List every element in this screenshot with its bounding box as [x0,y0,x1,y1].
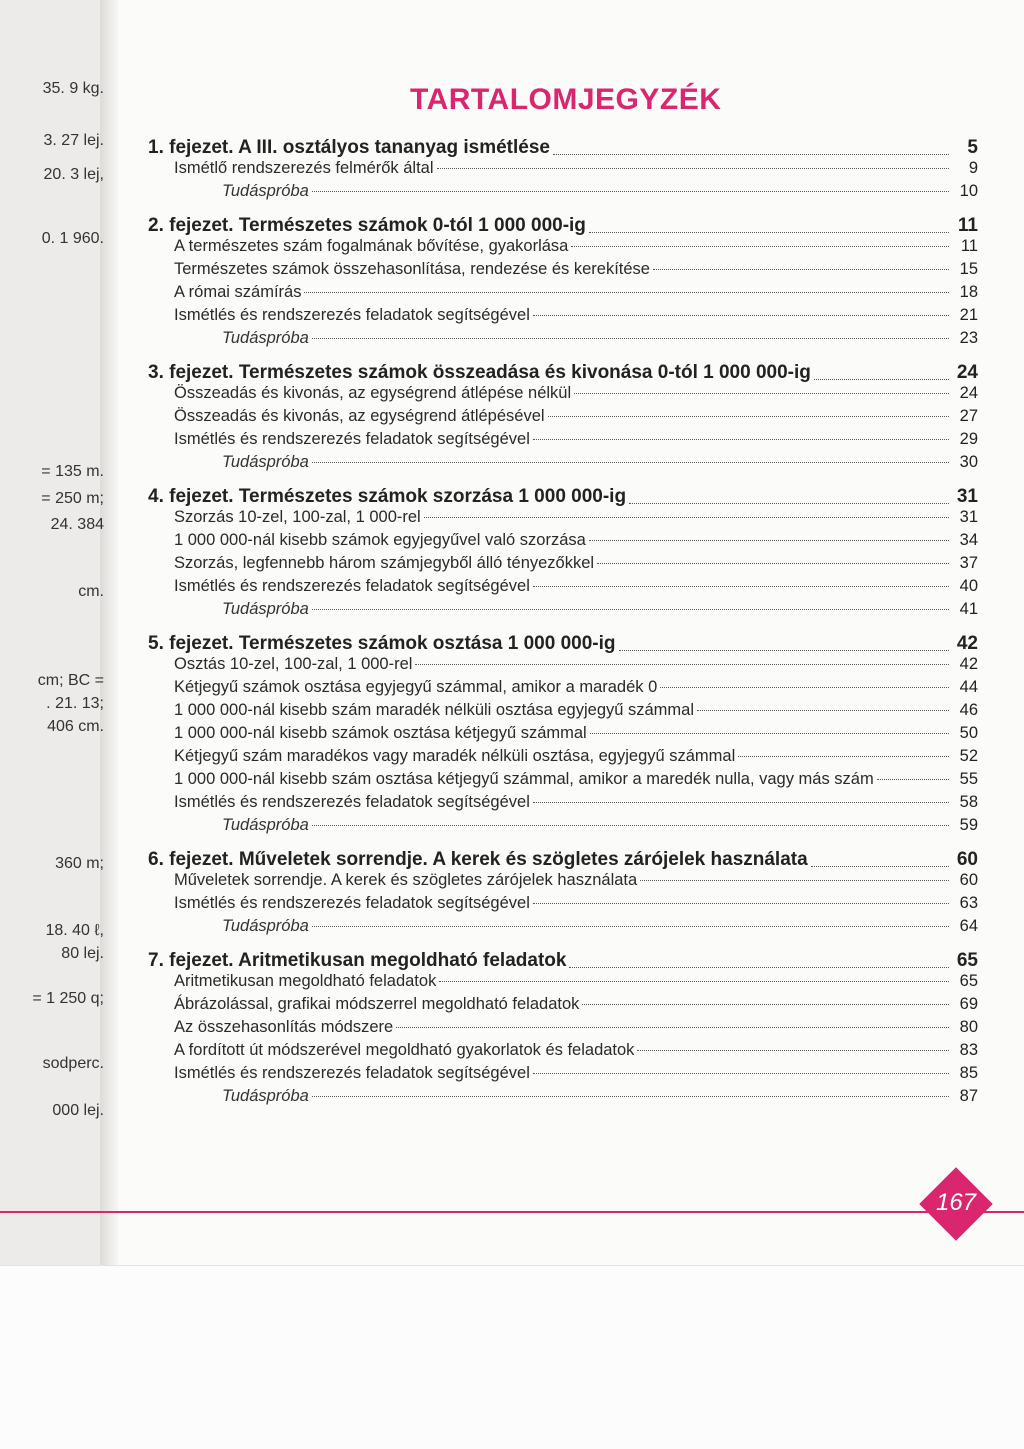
toc-entry [148,407,978,430]
dot-leader [660,687,949,688]
toc-entry [148,306,978,329]
dot-leader [396,1027,949,1028]
toc-entry-title: 1 000 000-nál kisebb számok osztása kétjegyű számmal [174,724,587,742]
toc-entry-title: Ismétlés és rendszerezés feladatok segítségével [174,430,530,448]
dot-leader [533,903,949,904]
margin-note: 35. 9 kg. [42,80,104,97]
margin-note: 0. 1 960. [41,230,104,247]
dot-leader [312,926,949,927]
toc-entry [148,770,978,793]
margin-note: . 21. 13; [46,695,104,712]
dot-leader [533,315,949,316]
margin-note: 000 lej. [52,1102,104,1119]
toc-entry-page: 11 [960,237,978,255]
toc-test-entry-page: 41 [959,600,978,618]
toc-test-entry-title: Tudáspróba [222,453,309,471]
chapter-heading [148,477,978,508]
toc-entry-title: Szorzás, legfennebb három számjegyből álló tényezőkkel [174,554,595,572]
scan-bottom-area [0,1265,1024,1449]
toc-entry-title: Az összehasonlítás módszere [174,1018,394,1036]
toc-entry-title: Ismétlés és rendszerezés feladatok segítségével [174,894,530,912]
margin-note: 3. 27 lej. [43,132,104,149]
toc-entry [148,701,978,724]
toc-entry [148,283,978,306]
toc-entry-page: 18 [959,283,978,301]
toc-entry-page: 15 [959,260,978,278]
chapter-heading-page: 60 [956,849,978,870]
toc-entry-page: 85 [959,1064,978,1082]
toc-entry-title: Szorzás 10-zel, 100-zal, 1 000-rel [174,508,421,526]
page-number: 167 [935,1189,977,1216]
toc-entry-title: Ismétlés és rendszerezés feladatok segítségével [174,577,530,595]
toc-test-entry-page: 87 [959,1087,978,1105]
dot-leader [312,1096,949,1097]
toc-entry-title: A természetes szám fogalmának bővítése, gyakorlása [174,237,569,255]
margin-note: 18. 40 ℓ, [45,922,104,939]
toc-entry [148,1064,978,1087]
toc-entry [148,430,978,453]
page-title: TARTALOMJEGYZÉK [410,83,722,116]
toc-entry-title: Kétjegyű szám maradékos vagy maradék nélküli osztása, egyjegyű számmal [174,747,736,765]
toc-test-entry-title: Tudáspróba [222,182,309,200]
toc-entry-page: 65 [959,972,978,990]
toc-entry-page: 27 [959,407,978,425]
toc-entry-page: 83 [959,1041,978,1059]
toc-entry [148,894,978,917]
dot-leader [424,517,949,518]
toc-entry [148,655,978,678]
chapter-heading [148,840,978,871]
chapter-heading-page: 42 [956,633,978,654]
toc-entry-page: 34 [959,531,978,549]
toc-test-entry-page: 23 [959,329,978,347]
margin-note: cm; BC = [37,672,104,689]
toc-entry-page: 52 [959,747,978,765]
toc-test-entry [148,917,978,941]
dot-leader [533,802,949,803]
dot-leader [437,168,949,169]
chapter-heading-page: 11 [957,215,978,236]
dot-leader [569,967,949,968]
toc-test-entry-title: Tudáspróba [222,329,309,347]
toc-entry-title: A fordított út módszerével megoldható gyakorlatok és feladatok [174,1041,635,1059]
dot-leader [697,710,949,711]
margin-note: = 250 m; [41,490,104,507]
margin-note: 20. 3 lej, [43,166,104,183]
chapter-heading [148,353,978,384]
dot-leader [312,191,949,192]
table-of-contents [148,133,978,1111]
dot-leader [619,650,949,651]
toc-test-entry-title: Tudáspróba [222,816,309,834]
toc-entry-title: Ismétlés és rendszerezés feladatok segítségével [174,793,530,811]
dot-leader [533,586,949,587]
toc-entry [148,508,978,531]
toc-test-entry-title: Tudáspróba [222,1087,309,1105]
toc-entry-title: Ábrázolással, grafikai módszerrel megoldható feladatok [174,995,580,1013]
toc-entry-page: 24 [959,384,978,402]
toc-entry-page: 42 [959,655,978,673]
toc-entry-page: 46 [959,701,978,719]
toc-entry-page: 40 [959,577,978,595]
margin-note: 406 cm. [47,718,104,735]
chapter-heading-page: 5 [967,137,978,158]
toc-entry-page: 58 [959,793,978,811]
dot-leader [582,1004,949,1005]
toc-entry-page: 31 [959,508,978,526]
toc-test-entry [148,329,978,353]
toc-test-entry-page: 59 [959,816,978,834]
toc-entry-page: 55 [959,770,978,788]
chapter-heading-title: 5. fejezet. Természetes számok osztása 1 000 000-ig [148,633,616,654]
toc-entry-title: Ismétlés és rendszerezés feladatok segítségével [174,1064,530,1082]
toc-entry-title: Összeadás és kivonás, az egységrend átlépése nélkül [174,384,572,402]
toc-entry [148,871,978,894]
dot-leader [653,269,949,270]
chapter-heading-title: 4. fejezet. Természetes számok szorzása 1 000 000-ig [148,486,627,507]
toc-entry [148,1018,978,1041]
toc-entry-title: Összeadás és kivonás, az egységrend átlépésével [174,407,545,425]
dot-leader [811,866,949,867]
dot-leader [312,462,949,463]
chapter-heading-page: 65 [956,950,978,971]
toc-entry [148,793,978,816]
toc-entry [148,678,978,701]
dot-leader [589,540,949,541]
toc-entry-title: Műveletek sorrendje. A kerek és szögletes zárójelek használata [174,871,638,889]
toc-entry [148,554,978,577]
dot-leader [877,779,949,780]
dot-leader [640,880,949,881]
dot-leader [533,1073,949,1074]
toc-test-entry-page: 10 [959,182,978,200]
dot-leader [533,439,949,440]
dot-leader [312,825,949,826]
toc-entry-page: 60 [959,871,978,889]
dot-leader [415,664,949,665]
toc-entry-page: 29 [959,430,978,448]
margin-note: cm. [78,583,104,600]
toc-test-entry [148,453,978,477]
toc-entry [148,260,978,283]
toc-test-entry [148,1087,978,1111]
toc-entry [148,1041,978,1064]
toc-entry [148,531,978,554]
footer-rule [0,1211,1024,1213]
dot-leader [597,563,949,564]
dot-leader [548,416,949,417]
dot-leader [738,756,949,757]
margin-note: 360 m; [55,855,104,872]
margin-note: 24. 384 [50,516,104,533]
previous-page-margin [0,0,107,1265]
toc-entry-title: 1 000 000-nál kisebb szám maradék nélküli osztása egyjegyű számmal [174,701,695,719]
toc-entry-page: 37 [959,554,978,572]
toc-entry-title: 1 000 000-nál kisebb szám osztása kétjegyű számmal, amikor a maredék nulla, vagy más szám [174,770,874,788]
toc-entry [148,159,978,182]
toc-entry-page: 63 [959,894,978,912]
dot-leader [571,246,949,247]
margin-note: 80 lej. [61,945,104,962]
chapter-heading [148,206,978,237]
chapter-heading-title: 1. fejezet. A III. osztályos tananyag ismétlése [148,137,550,158]
chapter-heading-page: 24 [956,362,978,383]
toc-test-entry [148,182,978,206]
toc-test-entry [148,816,978,840]
chapter-heading-title: 2. fejezet. Természetes számok 0-tól 1 000 000-ig [148,215,586,236]
toc-entry-title: Kétjegyű számok osztása egyjegyű számmal, amikor a maradék 0 [174,678,658,696]
margin-note: = 1 250 q; [32,990,104,1007]
toc-entry-page: 21 [959,306,978,324]
toc-entry [148,724,978,747]
chapter-heading [148,941,978,972]
toc-entry [148,577,978,600]
toc-entry-title: Osztás 10-zel, 100-zal, 1 000-rel [174,655,413,673]
chapter-heading-title: 6. fejezet. Műveletek sorrendje. A kerek és szögletes zárójelek használata [148,849,808,870]
toc-entry [148,237,978,260]
toc-entry-page: 80 [959,1018,978,1036]
toc-entry-page: 69 [959,995,978,1013]
toc-test-entry-page: 64 [959,917,978,935]
dot-leader [312,609,949,610]
dot-leader [590,733,949,734]
dot-leader [637,1050,949,1051]
toc-entry [148,972,978,995]
toc-test-entry [148,600,978,624]
toc-entry-page: 50 [959,724,978,742]
dot-leader [553,154,949,155]
page-gutter-shadow [100,0,118,1265]
dot-leader [312,338,949,339]
chapter-heading [148,624,978,655]
chapter-heading-title: 7. fejezet. Aritmetikusan megoldható feladatok [148,950,567,971]
dot-leader [814,379,949,380]
chapter-heading [148,133,978,159]
dot-leader [574,393,949,394]
toc-entry [148,747,978,770]
toc-entry [148,384,978,407]
dot-leader [304,292,949,293]
toc-entry-title: Ismétlés és rendszerezés feladatok segítségével [174,306,530,324]
toc-entry-page: 9 [968,159,978,177]
dot-leader [439,981,949,982]
chapter-heading-title: 3. fejezet. Természetes számok összeadása és kivonása 0-tól 1 000 000-ig [148,362,811,383]
toc-test-entry-page: 30 [959,453,978,471]
toc-test-entry-title: Tudáspróba [222,600,309,618]
margin-note: = 135 m. [41,463,104,480]
margin-note: sodperc. [42,1055,104,1072]
toc-entry-title: Aritmetikusan megoldható feladatok [174,972,437,990]
toc-test-entry-title: Tudáspróba [222,917,309,935]
toc-entry-title: Ismétlő rendszerezés felmérők által [174,159,434,177]
chapter-heading-page: 31 [956,486,978,507]
toc-entry-title: 1 000 000-nál kisebb számok egyjegyűvel való szorzása [174,531,586,549]
toc-entry [148,995,978,1018]
dot-leader [589,232,949,233]
toc-entry-page: 44 [959,678,978,696]
toc-entry-title: A római számírás [174,283,302,301]
toc-entry-title: Természetes számok összehasonlítása, rendezése és kerekítése [174,260,650,278]
dot-leader [629,503,949,504]
